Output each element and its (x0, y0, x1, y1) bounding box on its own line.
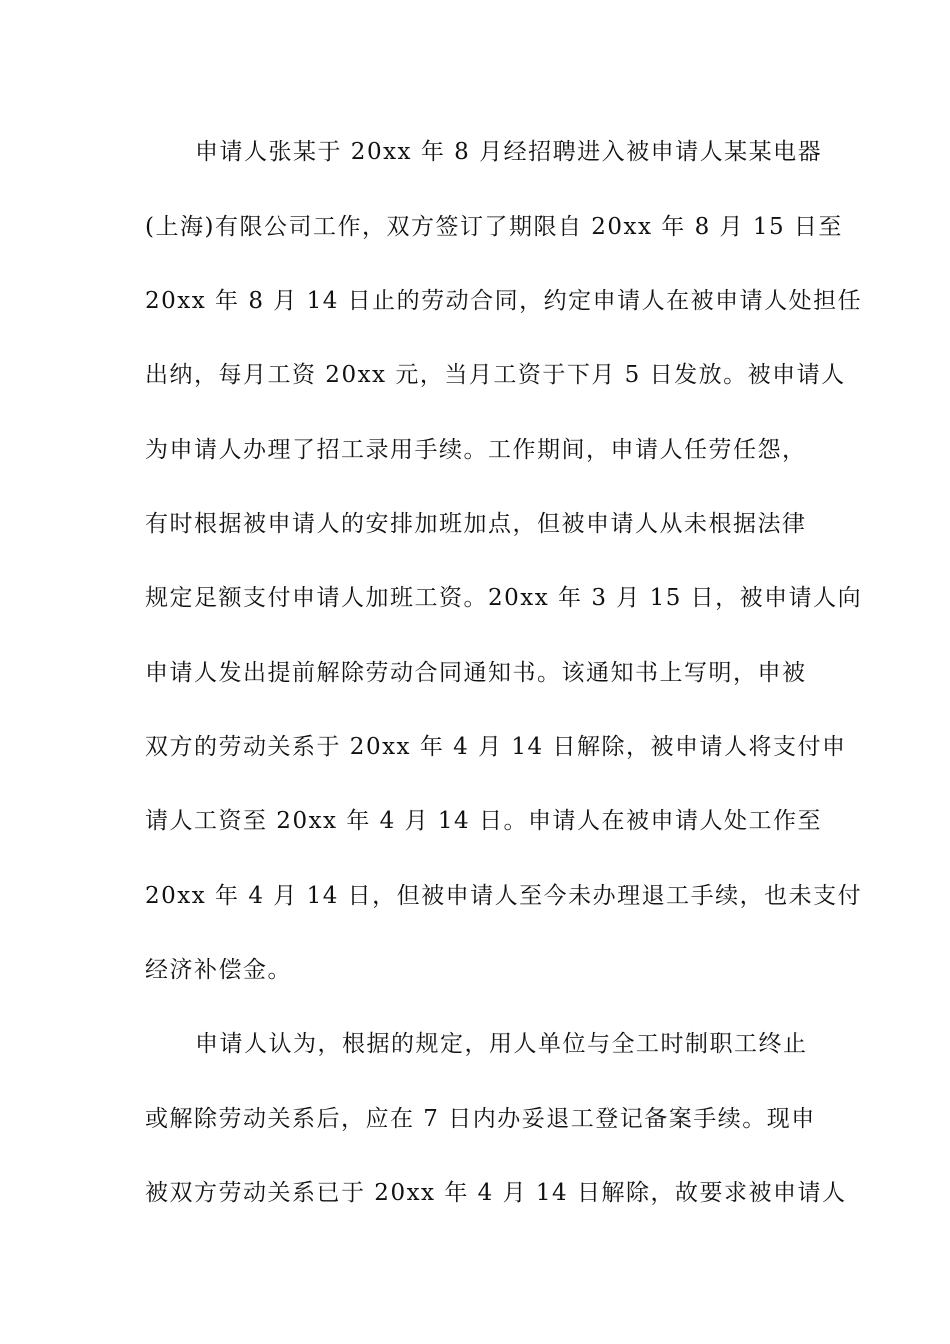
paragraph-1-line-9: 双方的劳动关系于 20xx 年 4 月 14 日解除，被申请人将支付申 (145, 734, 847, 760)
paragraph-1-line-6: 有时根据被申请人的安排加班加点，但被申请人从未根据法律 (145, 511, 807, 537)
paragraph-1-line-1: 申请人张某于 20xx 年 8 月经招聘进入被申请人某某电器 (195, 139, 823, 165)
paragraph-1-line-3: 20xx 年 8 月 14 日止的劳动合同，约定申请人在被申请人处担任 (145, 288, 863, 314)
paragraph-1-line-2: (上海)有限公司工作，双方签订了期限自 20xx 年 8 月 15 日至 (145, 214, 843, 240)
paragraph-2-line-3: 被双方劳动关系已于 20xx 年 4 月 14 日解除，故要求被申请人 (145, 1180, 847, 1206)
paragraph-1-line-12: 经济补偿金。 (145, 957, 292, 983)
paragraph-1-line-8: 申请人发出提前解除劳动合同通知书。该通知书上写明，申被 (145, 660, 807, 686)
paragraph-1-line-4: 出纳，每月工资 20xx 元，当月工资于下月 5 日发放。被申请人 (145, 362, 846, 388)
paragraph-2-line-1: 申请人认为，根据的规定，用人单位与全工时制职工终止 (195, 1031, 808, 1057)
paragraph-1-line-10: 请人工资至 20xx 年 4 月 14 日。申请人在被申请人处工作至 (145, 808, 822, 834)
paragraph-1-line-5: 为申请人办理了招工录用手续。工作期间，申请人任劳任怨， (145, 437, 807, 463)
paragraph-1-line-7: 规定足额支付申请人加班工资。20xx 年 3 月 15 日，被申请人向 (145, 585, 863, 611)
paragraph-1-line-11: 20xx 年 4 月 14 日，但被申请人至今未办理退工手续，也未支付 (145, 883, 863, 909)
paragraph-2-line-2: 或解除劳动关系后，应在 7 日内办妥退工登记备案手续。现申 (145, 1106, 816, 1132)
